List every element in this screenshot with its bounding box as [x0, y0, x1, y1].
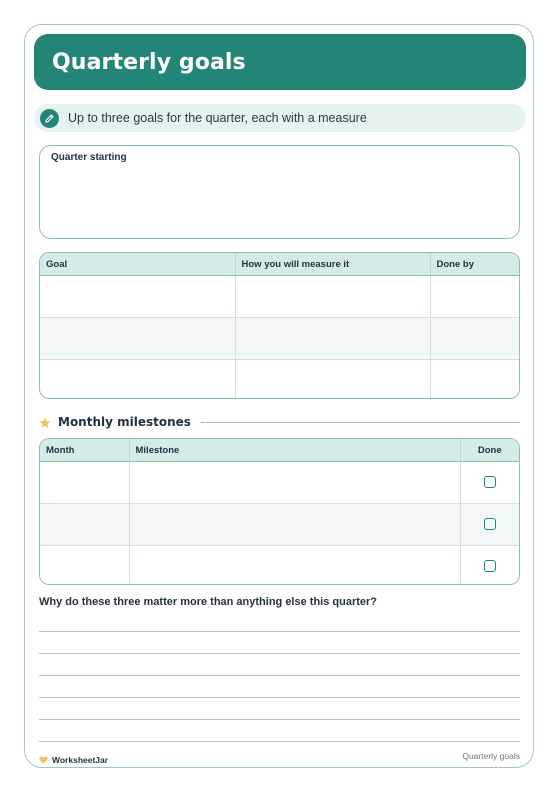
column-header-measure: How you will measure it: [235, 253, 430, 276]
column-header-done-by: Done by: [430, 253, 519, 276]
column-header-milestone: Milestone: [129, 439, 460, 462]
quarter-starting-label: Quarter starting: [51, 152, 127, 163]
milestones-table: [39, 438, 520, 585]
done-cell: [460, 462, 519, 504]
done-checkbox[interactable]: [484, 476, 496, 488]
month-cell[interactable]: [40, 504, 129, 546]
measure-cell[interactable]: [235, 276, 430, 318]
table-row: [40, 462, 519, 504]
done-checkbox[interactable]: [484, 518, 496, 530]
table-row: [40, 360, 519, 400]
pencil-icon: [40, 109, 59, 128]
month-cell[interactable]: [40, 462, 129, 504]
goal-cell[interactable]: [40, 318, 235, 360]
measure-cell[interactable]: [235, 318, 430, 360]
table-row: [40, 276, 519, 318]
done-by-cell[interactable]: [430, 360, 519, 400]
done-checkbox[interactable]: [484, 560, 496, 572]
writing-line[interactable]: [39, 697, 520, 698]
done-by-cell[interactable]: [430, 276, 519, 318]
column-header-done: Done: [460, 439, 519, 462]
header-banner: [34, 34, 526, 90]
writing-line[interactable]: [39, 653, 520, 654]
writing-line[interactable]: [39, 719, 520, 720]
goal-cell[interactable]: [40, 360, 235, 400]
writing-line[interactable]: [39, 631, 520, 632]
goals-table-header: [40, 253, 519, 276]
milestones-table-header: [40, 439, 519, 462]
heart-icon: [39, 751, 48, 769]
milestone-cell[interactable]: [129, 462, 460, 504]
reflection-question: Why do these three matter more than anything else this quarter?: [39, 596, 378, 608]
table-row: [40, 504, 519, 546]
writing-line[interactable]: [39, 675, 520, 676]
writing-line[interactable]: [39, 741, 520, 742]
milestones-title: Monthly milestones: [58, 415, 191, 429]
instruction-bar: [34, 104, 526, 132]
done-cell: [460, 546, 519, 586]
quarter-starting-field[interactable]: [39, 145, 520, 239]
milestone-cell[interactable]: [129, 504, 460, 546]
done-by-cell[interactable]: [430, 318, 519, 360]
column-header-month: Month: [40, 439, 129, 462]
footer-brand: [39, 751, 108, 769]
column-header-goal: Goal: [40, 253, 235, 276]
measure-cell[interactable]: [235, 360, 430, 400]
milestone-cell[interactable]: [129, 546, 460, 586]
table-row: [40, 546, 519, 586]
instruction-text: Up to three goals for the quarter, each with a measure: [68, 111, 367, 125]
milestones-heading: [39, 412, 520, 432]
brand-name: WorksheetJar: [52, 755, 109, 765]
star-icon: [39, 416, 51, 428]
month-cell[interactable]: [40, 546, 129, 586]
goal-cell[interactable]: [40, 276, 235, 318]
section-divider: [201, 422, 520, 423]
footer-page-title: Quarterly goals: [462, 751, 520, 761]
goals-table: [39, 252, 520, 399]
page-title: Quarterly goals: [52, 49, 246, 75]
done-cell: [460, 504, 519, 546]
table-row: [40, 318, 519, 360]
